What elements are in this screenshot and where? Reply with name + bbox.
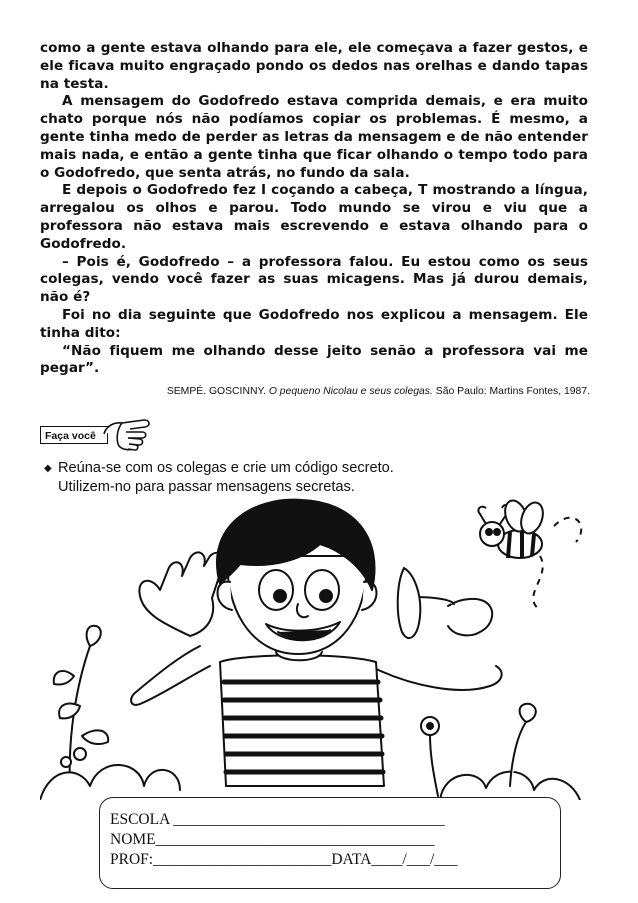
teacher-date-field[interactable]: PROF:_______________________DATA____/___/___ xyxy=(110,851,458,868)
story-paragraph: Foi no dia seguinte que Godofredo nos explicou a mensagem. Ele tinha dito: xyxy=(40,306,588,341)
activity-header xyxy=(38,414,154,454)
bullet-icon: ◆ xyxy=(44,463,52,474)
story-paragraph: “Não fiquem me olhando desse jeito senão a professora vai me pegar”. xyxy=(40,342,588,377)
story-paragraph: A mensagem do Godofredo estava comprida demais, e era muito chato porque nós não podíamos copiar os problemas. É mesmo, a gente tinha medo de perder as letras da mensagem e de não entender mais nada, e então a gente tinha que ficar olhando o tempo todo para o Godofredo, que senta atrás, no fundo da sala. xyxy=(40,93,588,181)
citation-authors: SEMPÉ. GOSCINNY. xyxy=(166,386,266,397)
citation xyxy=(0,386,590,397)
pointing-hand-icon xyxy=(100,414,156,454)
bee-icon xyxy=(478,498,581,610)
story-paragraph: E depois o Godofredo fez I coçando a cabeça, T mostrando a língua, arregalou os olhos e parou. Todo mundo se virou e viu que a professora não estava mais escrevendo e estava olhando para o Godofredo. xyxy=(40,182,588,252)
boy-illustration xyxy=(40,486,600,800)
flower-icon xyxy=(54,626,108,786)
name-field[interactable]: NOME____________________________________ xyxy=(110,831,435,848)
citation-publisher: São Paulo: Martins Fontes, 1987. xyxy=(435,386,590,397)
story-text xyxy=(40,40,588,378)
instruction-line: Utilizem-no para passar mensagens secretas. xyxy=(58,479,355,495)
activity-label: Faça você xyxy=(40,426,108,444)
story-paragraph: – Pois é, Godofredo – a professora falou. Eu estou como os seus colegas, vendo você fazer as suas micagens. Mas já durou demais, não é? xyxy=(40,253,588,306)
school-field[interactable]: ESCOLA ___________________________________ xyxy=(110,811,445,828)
student-info-box xyxy=(99,797,561,889)
story-paragraph: como a gente estava olhando para ele, ele começava a fazer gestos, e ele ficava muito engraçado pondo os dedos nas orelhas e dando tapas na testa. xyxy=(40,40,588,92)
instruction-line: Reúna-se com os colegas e crie um código secreto. xyxy=(58,460,394,476)
citation-title: O pequeno Nicolau e seus colegas. xyxy=(268,386,433,397)
